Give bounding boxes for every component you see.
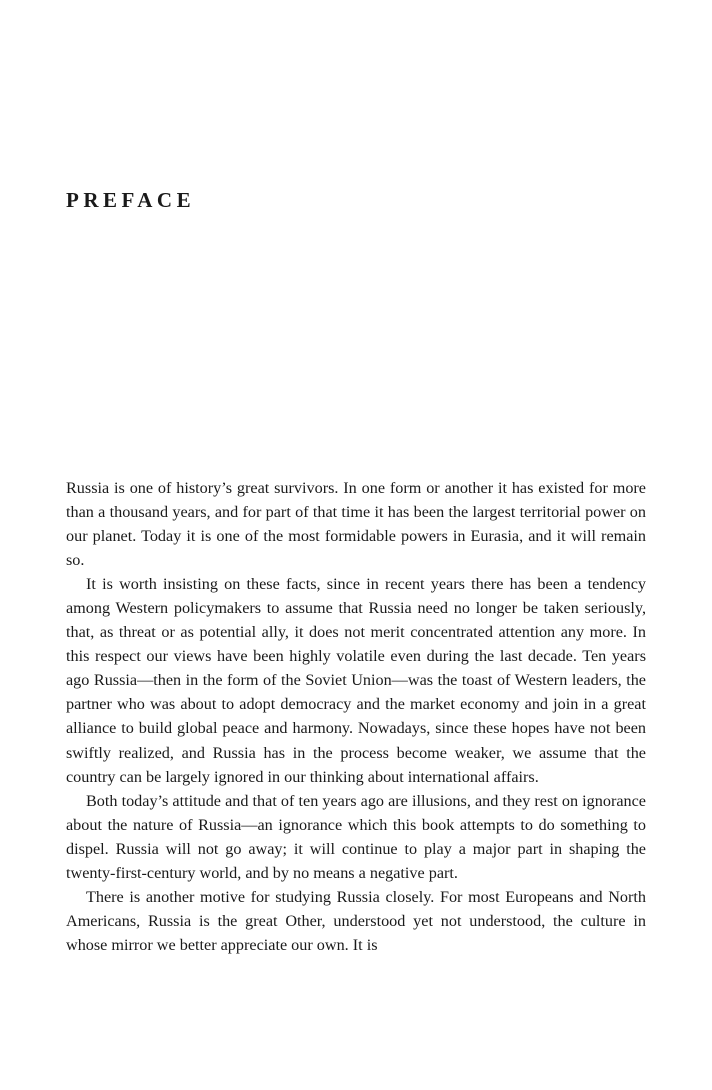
paragraph-4: There is another motive for studying Russia closely. For most Europeans and North Americans, Russia is the great Other, understood yet not understood, the culture in whose mirror we better appreciate our own. It is (66, 887, 646, 954)
paragraph-2: It is worth insisting on these facts, since in recent years there has been a tendency among Western policymakers to assume that Russia need no longer be taken seriously, that, as threat or as potential ally, it does not merit concentrated attention any more. In this respect our views have been highly volatile even during the last decade. Ten years ago Russia—then in the form of the Soviet Union—was the toast of Western leaders, the partner who was about to adopt democracy and the market economy and join in a great alliance to build global peace and harmony. Nowadays, since these hopes have not been swiftly realized, and Russia has in the process become weaker, we assume that the country can be largely ignored in our thinking about international affairs. (66, 575, 646, 786)
paragraph-3: Both today’s attitude and that of ten years ago are illusions, and they rest on ignorance about the nature of Russia—an ignorance which this book attempts to do something to dispel. Russia will not go away; it will continue to play a major part in shaping the twenty-first-century world, and by no means a negative part. (66, 791, 646, 882)
preface-body (66, 476, 646, 957)
paragraph-1: Russia is one of history’s great survivors. In one form or another it has existed for more than a thousand years, and for part of that time it has been the largest territorial power on our planet. Today it is one of the most formidable powers in Eurasia, and it will remain so. (66, 479, 646, 570)
page-title: PREFACE (66, 188, 196, 212)
